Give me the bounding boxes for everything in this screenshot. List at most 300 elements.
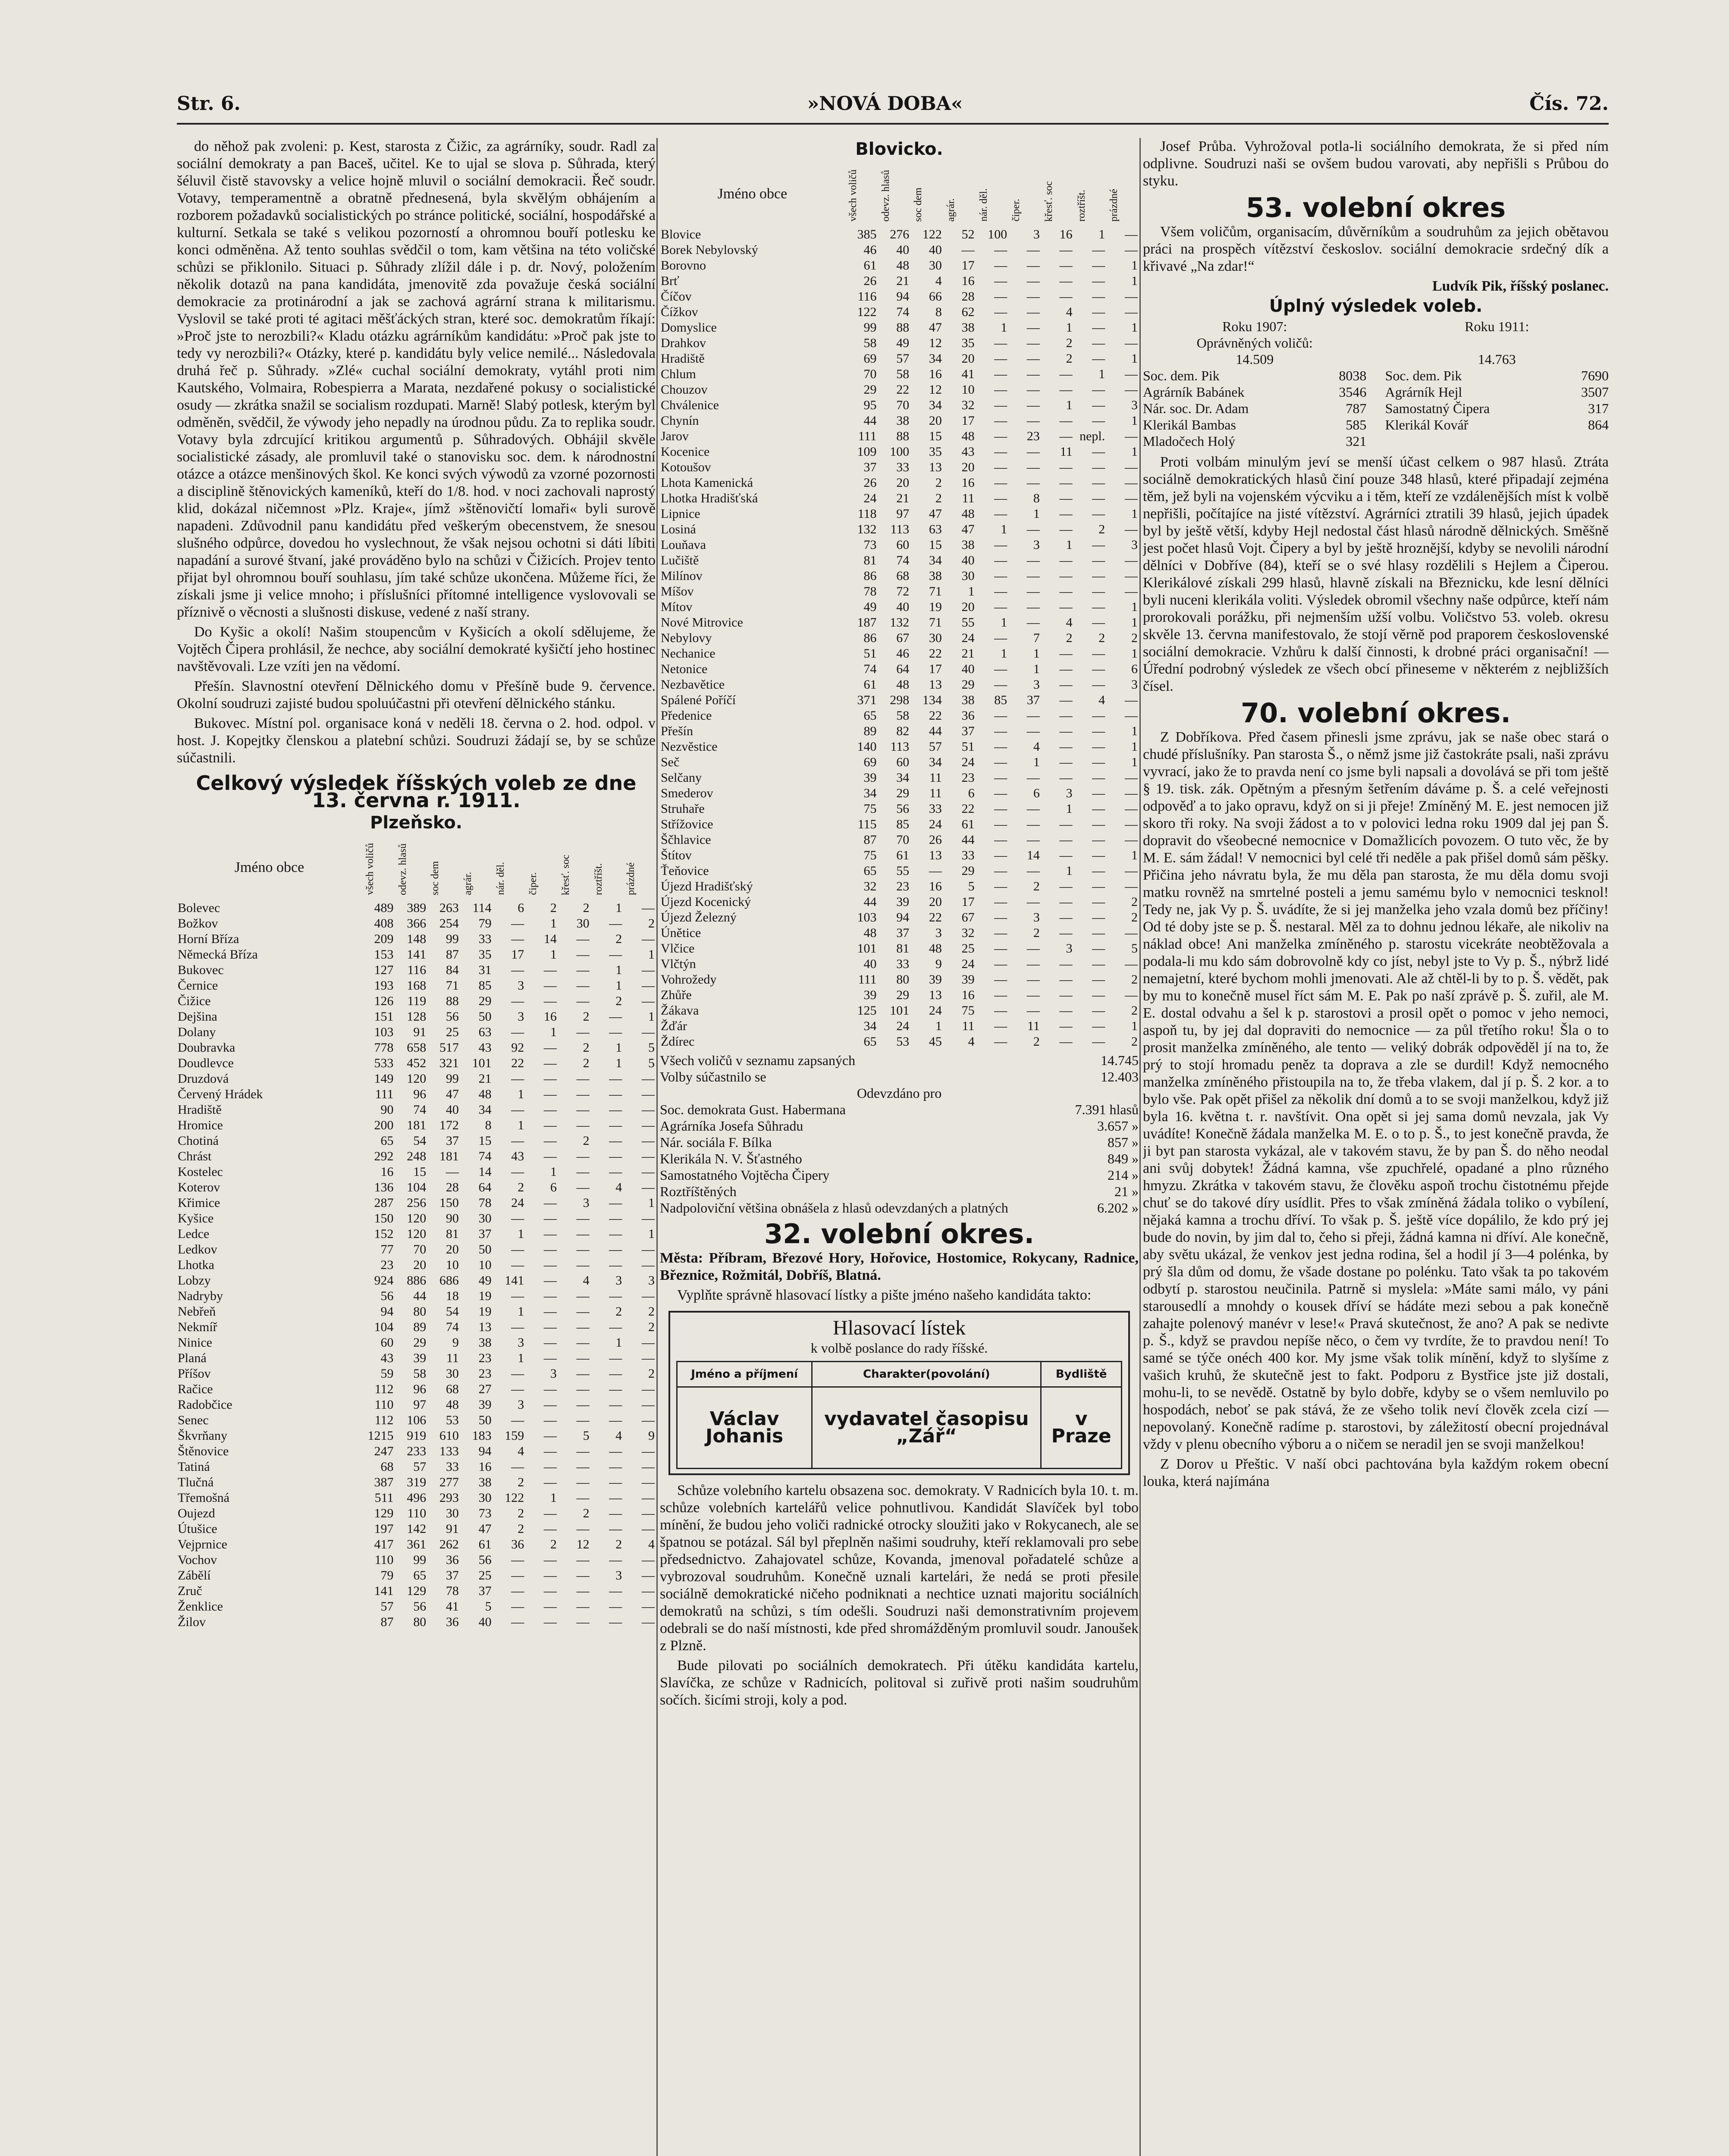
vote-count: 35 xyxy=(929,445,942,459)
vote-count: 8 xyxy=(485,1118,492,1132)
vote-count: — xyxy=(994,677,1007,692)
vote-count: 5 xyxy=(485,1599,492,1614)
newspaper-title: »NOVÁ DOBA« xyxy=(807,92,963,115)
table-row xyxy=(660,506,1139,522)
vote-count: — xyxy=(642,1599,655,1614)
vote-count: 43 xyxy=(961,445,975,459)
table-row xyxy=(660,879,1139,894)
vote-count: 41 xyxy=(446,1599,459,1614)
vote-count: 48 xyxy=(446,1398,459,1412)
votes-for-row xyxy=(660,1150,1139,1167)
vote-count: 37 xyxy=(961,724,975,738)
table-row xyxy=(660,227,1139,242)
column-header: Jméno obce xyxy=(234,859,304,875)
vote-count: — xyxy=(1092,305,1105,319)
vote-count: — xyxy=(1092,941,1105,956)
column-header: nár. děl. xyxy=(978,188,989,222)
table-row xyxy=(177,1397,656,1413)
table-row xyxy=(177,1444,656,1459)
votes-for-row xyxy=(660,1101,1139,1118)
vote-count: 3 xyxy=(583,1196,590,1210)
vote-count: 80 xyxy=(896,972,910,987)
vote-count: — xyxy=(994,429,1007,443)
municipality-name: Nebřeň xyxy=(178,1304,216,1319)
vote-count: 193 xyxy=(374,978,394,993)
vote-count: 96 xyxy=(413,1382,427,1396)
vote-count: 74 xyxy=(896,305,910,319)
vote-count: 10 xyxy=(446,1258,459,1272)
municipality-name: Mítov xyxy=(661,600,693,614)
municipality-name: Drahkov xyxy=(661,336,706,350)
vote-count: — xyxy=(1059,1003,1073,1018)
vote-count: 1 xyxy=(550,1165,557,1179)
vote-count: 103 xyxy=(857,910,877,924)
vote-count: 61 xyxy=(863,258,877,273)
vote-count: 55 xyxy=(896,864,910,878)
municipality-name: Nezbavětice xyxy=(661,677,725,692)
municipality-name: Nadryby xyxy=(178,1289,223,1303)
vote-count: — xyxy=(1092,646,1105,661)
vote-count: 20 xyxy=(961,460,975,474)
vote-count: 40 xyxy=(863,957,877,971)
vote-count: 50 xyxy=(478,1413,492,1427)
vote-count: — xyxy=(1026,553,1040,567)
table-row xyxy=(660,289,1139,304)
vote-count: 366 xyxy=(407,916,427,931)
table-row xyxy=(177,1537,656,1552)
column-header: všech voličů xyxy=(847,169,859,222)
table-row xyxy=(660,444,1139,460)
municipality-name: Chválenice xyxy=(661,398,719,412)
vote-count: — xyxy=(511,1289,524,1303)
table-row xyxy=(177,1273,656,1288)
vote-count: 71 xyxy=(929,615,942,630)
vote-count: — xyxy=(1026,802,1040,816)
candidate-name: Klerikál Bambas xyxy=(1143,417,1236,432)
vote-count: 29 xyxy=(896,786,910,800)
municipality-name: Štítov xyxy=(661,848,692,862)
vote-count: — xyxy=(994,910,1007,924)
vote-count: 56 xyxy=(896,802,910,816)
vote-count: — xyxy=(543,1134,557,1148)
table-row xyxy=(660,615,1139,630)
municipality-name: Útušice xyxy=(178,1522,217,1536)
vote-count: — xyxy=(576,1149,590,1163)
vote-count: — xyxy=(1059,600,1073,614)
vote-count: 29 xyxy=(961,864,975,878)
vote-count: — xyxy=(511,1165,524,1179)
vote-count: 75 xyxy=(863,848,877,862)
column-header: soc dem xyxy=(913,187,924,222)
vote-count: 4 xyxy=(1033,740,1040,754)
vote-count: 112 xyxy=(374,1413,394,1427)
vote-count: — xyxy=(1059,1019,1073,1033)
vote-count: 3 xyxy=(648,1273,655,1288)
vote-count: 70 xyxy=(896,398,910,412)
vote-count: — xyxy=(994,786,1007,800)
candidate-votes: 787 xyxy=(1346,401,1367,416)
vote-count: 104 xyxy=(407,1180,427,1194)
vote-count: 11 xyxy=(929,786,942,800)
vote-count: 44 xyxy=(863,414,877,428)
vote-count: 104 xyxy=(374,1320,394,1334)
vote-count: 128 xyxy=(407,1009,427,1024)
vote-count: 75 xyxy=(961,1003,975,1018)
table-row xyxy=(660,910,1139,925)
vote-count: 39 xyxy=(929,972,942,987)
vote-count: — xyxy=(1059,724,1073,738)
vote-count: 15 xyxy=(929,429,942,443)
vote-count: — xyxy=(642,1180,655,1194)
vote-count: 1 xyxy=(550,1025,557,1039)
vote-count: 50 xyxy=(478,1009,492,1024)
vote-count: — xyxy=(576,1258,590,1272)
column-2 xyxy=(660,138,1139,2156)
candidate-name: Samostatného Vojtěcha Čipery xyxy=(660,1167,830,1183)
vote-count: — xyxy=(576,963,590,977)
municipality-name: Bolevec xyxy=(178,901,220,915)
vote-count: — xyxy=(1059,972,1073,987)
municipality-name: Borek Nebylovský xyxy=(661,243,758,257)
vote-count: — xyxy=(642,1351,655,1365)
vote-count: 3 xyxy=(518,1335,524,1350)
vote-count: 23 xyxy=(478,1351,492,1365)
vote-count: 2 xyxy=(518,1522,524,1536)
vote-count: 248 xyxy=(407,1149,427,1163)
vote-count: 55 xyxy=(961,615,975,630)
table-row xyxy=(660,568,1139,584)
column-divider xyxy=(656,138,658,2156)
vote-count: 34 xyxy=(863,1019,877,1033)
vote-count: 1 xyxy=(1033,507,1040,521)
vote-count: — xyxy=(609,1506,622,1520)
vote-count: 3 xyxy=(518,1398,524,1412)
vote-count: — xyxy=(1026,274,1040,288)
vote-count: — xyxy=(543,1289,557,1303)
table-row xyxy=(660,972,1139,987)
table-row xyxy=(660,599,1139,615)
votes-for-row xyxy=(660,1200,1139,1216)
vote-count: — xyxy=(576,1615,590,1629)
table-row xyxy=(660,987,1139,1003)
table-row xyxy=(660,584,1139,599)
candidate-votes: 214 » xyxy=(1108,1167,1139,1183)
vote-count: 34 xyxy=(929,553,942,567)
municipality-name: Tatiná xyxy=(178,1460,210,1474)
vote-count: 1 xyxy=(1131,755,1138,769)
vote-count: 2 xyxy=(583,1506,590,1520)
municipality-name: Lhotka xyxy=(178,1258,214,1272)
article-paragraph: Josef Průba. Vyhrožoval potla-li sociálního demokrata, že si před ním odplivne. Soudruzi naši se ovšem budou varovati, aby nepřišli s Průbou do styku. xyxy=(1143,138,1609,189)
vote-count: 113 xyxy=(890,740,910,754)
vote-count: — xyxy=(576,1568,590,1583)
vote-count: 24 xyxy=(896,1019,910,1033)
vote-count: — xyxy=(1059,848,1073,862)
vote-count: — xyxy=(642,1025,655,1039)
vote-count: — xyxy=(1092,1003,1105,1018)
vote-count: — xyxy=(642,963,655,977)
vote-count: 30 xyxy=(478,1211,492,1225)
vote-count: — xyxy=(511,1382,524,1396)
municipality-name: Chrást xyxy=(178,1149,212,1163)
vote-count: 277 xyxy=(439,1475,459,1489)
vote-count: 51 xyxy=(961,740,975,754)
vote-count: — xyxy=(609,1227,622,1241)
vote-count: — xyxy=(609,1599,622,1614)
vote-count: — xyxy=(576,1398,590,1412)
vote-count: 9 xyxy=(935,957,942,971)
vote-count: — xyxy=(543,1149,557,1163)
vote-count: — xyxy=(1125,569,1138,583)
vote-count: — xyxy=(1059,429,1073,443)
vote-count: — xyxy=(1059,988,1073,1002)
vote-count: 1 xyxy=(1001,320,1007,335)
vote-count: 61 xyxy=(896,848,910,862)
vote-count: — xyxy=(1026,1003,1040,1018)
vote-count: — xyxy=(576,1289,590,1303)
municipality-name: Vejprnice xyxy=(178,1537,227,1551)
article-paragraph: Do Kyšic a okolí! Našim stoupencům v Kyšicích a okolí sdělujeme, že Vojtěch Čipera prohlásil, že nechce, aby sociální demokraté kyšičtí jeho hostinec navštěvovali. Lze vzíti jen na vědomí. xyxy=(177,624,656,674)
vote-count: — xyxy=(511,1366,524,1381)
vote-count: — xyxy=(1059,522,1073,536)
votes-for-row xyxy=(660,1134,1139,1150)
vote-count: — xyxy=(1026,289,1040,304)
vote-count: 33 xyxy=(446,1460,459,1474)
vote-count: 1 xyxy=(648,1227,655,1241)
vote-count: — xyxy=(642,1522,655,1536)
vote-count: — xyxy=(1026,584,1040,599)
vote-count: — xyxy=(642,1118,655,1132)
vote-count: 68 xyxy=(896,569,910,583)
vote-count: 58 xyxy=(413,1366,427,1381)
vote-count: — xyxy=(642,1134,655,1148)
table-row xyxy=(660,258,1139,273)
vote-count: 1 xyxy=(1098,227,1105,241)
table-row xyxy=(660,786,1139,801)
table-row xyxy=(177,962,656,978)
vote-count: 1 xyxy=(615,901,622,915)
vote-count: — xyxy=(994,1019,1007,1033)
vote-count: 1 xyxy=(1001,646,1007,661)
vote-count: — xyxy=(1059,274,1073,288)
vote-count: 74 xyxy=(413,1103,427,1117)
vote-count: 181 xyxy=(407,1118,427,1132)
vote-count: 37 xyxy=(478,1584,492,1598)
result-row xyxy=(1143,417,1366,433)
vote-count: — xyxy=(576,994,590,1008)
vote-count: 10 xyxy=(961,382,975,397)
vote-count: 16 xyxy=(929,879,942,893)
vote-count: 24 xyxy=(863,491,877,505)
municipality-name: Čížkov xyxy=(661,305,698,319)
vote-count: — xyxy=(994,491,1007,505)
vote-count: — xyxy=(642,1568,655,1583)
vote-count: 2 xyxy=(1131,910,1138,924)
vote-count: — xyxy=(1059,258,1073,273)
vote-count: — xyxy=(543,1196,557,1210)
vote-count: 4 xyxy=(1066,615,1073,630)
municipality-name: Druzdová xyxy=(178,1072,229,1086)
municipality-name: Zhůře xyxy=(661,988,692,1002)
municipality-name: Račice xyxy=(178,1382,213,1396)
municipality-name: Přešín xyxy=(661,724,693,738)
vote-count: 37 xyxy=(478,1227,492,1241)
total-voters-label: Všech voličů v seznamu zapsaných xyxy=(660,1053,856,1068)
vote-count: — xyxy=(994,817,1007,831)
vote-count: — xyxy=(1092,802,1105,816)
candidate-votes: 849 » xyxy=(1108,1151,1139,1166)
vote-count: 71 xyxy=(929,584,942,599)
vote-count: — xyxy=(1125,833,1138,847)
vote-count: — xyxy=(609,1072,622,1086)
vote-count: 159 xyxy=(505,1429,524,1443)
table-row xyxy=(177,916,656,931)
article-paragraph: Bude pilovati po sociálních demokratech. Při útěku kandidáta kartelu, Slavíčka, ze schůze v Radnicích, politoval si zuřivě proti našim soudruhům sočích. šicími stroji, koly a pod. xyxy=(660,1658,1139,1708)
vote-count: — xyxy=(1125,429,1138,443)
vote-count: 22 xyxy=(929,646,942,661)
table-row xyxy=(177,1506,656,1521)
vote-count: 89 xyxy=(413,1320,427,1334)
vote-count: 2 xyxy=(1066,351,1073,366)
table-row xyxy=(660,367,1139,382)
table-row xyxy=(177,1288,656,1304)
table-row xyxy=(660,863,1139,879)
vote-count: 21 xyxy=(896,274,910,288)
vote-count: 14 xyxy=(543,932,557,946)
candidate-votes: 3507 xyxy=(1581,384,1609,400)
vote-count: — xyxy=(1092,817,1105,831)
municipality-name: Kotoušov xyxy=(661,460,711,474)
vote-count: 686 xyxy=(439,1273,459,1288)
vote-count: — xyxy=(1026,972,1040,987)
vote-count: 2 xyxy=(583,1056,590,1070)
table-row xyxy=(660,475,1139,491)
vote-count: 181 xyxy=(439,1149,459,1163)
vote-count: 2 xyxy=(1131,1034,1138,1049)
vote-count: 209 xyxy=(374,932,394,946)
vote-count: — xyxy=(1092,864,1105,878)
candidate-votes: 857 » xyxy=(1108,1134,1139,1150)
vote-count: — xyxy=(1092,677,1105,692)
vote-count: 19 xyxy=(929,600,942,614)
vote-count: — xyxy=(576,1366,590,1381)
vote-count: 256 xyxy=(407,1196,427,1210)
vote-count: — xyxy=(543,1072,557,1086)
vote-count: 80 xyxy=(413,1615,427,1629)
vote-count: 67 xyxy=(961,910,975,924)
vote-count: 1 xyxy=(1066,538,1073,552)
vote-count: 24 xyxy=(511,1196,524,1210)
vote-count: 62 xyxy=(961,305,975,319)
candidate-name: Mladočech Holý xyxy=(1143,433,1236,449)
vote-count: 34 xyxy=(929,351,942,366)
table-row xyxy=(177,1413,656,1428)
vote-count: — xyxy=(1092,460,1105,474)
vote-count: — xyxy=(543,1242,557,1257)
vote-count: 73 xyxy=(863,538,877,552)
vote-count: — xyxy=(1092,243,1105,257)
vote-count: 48 xyxy=(961,507,975,521)
vote-count: 172 xyxy=(439,1118,459,1132)
vote-count: — xyxy=(543,978,557,993)
candidate-votes: 585 xyxy=(1346,417,1367,432)
vote-count: — xyxy=(1125,243,1138,257)
vote-count: — xyxy=(1026,941,1040,956)
vote-count: 65 xyxy=(863,1034,877,1049)
vote-count: — xyxy=(1125,817,1138,831)
vote-count: — xyxy=(576,1165,590,1179)
vote-count: — xyxy=(1059,289,1073,304)
vote-count: 1 xyxy=(518,1087,524,1101)
vote-count: 48 xyxy=(863,926,877,940)
municipality-name: Spálené Poříčí xyxy=(661,693,736,707)
vote-count: 21 xyxy=(896,491,910,505)
vote-count: 133 xyxy=(439,1444,459,1458)
vote-count: 2 xyxy=(550,1537,557,1551)
vote-count: 74 xyxy=(896,553,910,567)
table-row xyxy=(177,1614,656,1630)
municipality-name: Ledce xyxy=(178,1227,210,1241)
vote-count: 3 xyxy=(1033,910,1040,924)
vote-count: 91 xyxy=(446,1522,459,1536)
vote-count: — xyxy=(1026,445,1040,459)
vote-count: 2 xyxy=(615,932,622,946)
vote-count: 3 xyxy=(1033,538,1040,552)
vote-count: — xyxy=(1125,305,1138,319)
vote-count: 49 xyxy=(863,600,877,614)
municipality-name: Božkov xyxy=(178,916,218,931)
vote-count: — xyxy=(609,947,622,962)
vote-count: — xyxy=(1092,336,1105,350)
vote-count: 371 xyxy=(857,693,877,707)
vote-count: 287 xyxy=(374,1196,394,1210)
vote-count: 65 xyxy=(863,864,877,878)
column-header: křesť. soc xyxy=(560,854,571,895)
vote-count: 1 xyxy=(648,1009,655,1024)
vote-count: 46 xyxy=(896,646,910,661)
vote-count: 116 xyxy=(857,289,877,304)
vote-count: 1 xyxy=(518,1351,524,1365)
vote-count: — xyxy=(1059,708,1073,723)
table-row xyxy=(660,522,1139,537)
vote-count: — xyxy=(609,1165,622,1179)
vote-count: 2 xyxy=(1033,1034,1040,1049)
vote-count: — xyxy=(576,1304,590,1319)
vote-count: 16 xyxy=(961,274,975,288)
vote-count: 48 xyxy=(929,941,942,956)
vote-count: 85 xyxy=(478,978,492,993)
vote-count: 15 xyxy=(413,1165,427,1179)
vote-count: 1 xyxy=(1131,274,1138,288)
year-1907: Roku 1907: xyxy=(1222,319,1287,334)
vote-count: 47 xyxy=(478,1522,492,1536)
vote-count: — xyxy=(1059,491,1073,505)
article-paragraph: do něhož pak zvoleni: p. Kest, starosta z Čižic, za agrárníky, soudr. Radl za sociální demokraty a pan Baceš, učitel. Ke to ujal se slova p. Sůhrada, který šéluvil čistě stavovsky a velice hojně mluvil o sociální demokracii. Řeč soudr. Votavy, temperamentně a obratně přednesená, byla skvělým obhájením a rozborem požadavků socialistických po stránce politické, sociální, hospodářské a kulturní. Setkala se také s velikou pozorností a ohromnou bouří potlesku ke konci odměněna. Až tento souhlas svědčil o tom, kam většina na této voličské schůzi se přiklonilo. Situaci p. Sůhrady zlížil dále i p. dr. Nový, položením několik dotazů na pana kandidáta, jmenovitě zda považuje česká sociální demokracie za protinárodní a jak se zachová agrární strana k militarismu. Vyslovil se také proti té agitaci měšťáckých stran, které soc. demokratům říkají: »Proč jste to nerozbili?« Kladu otázku agrárníkům kandidátu: »Proč pak jste to tedy vy nerozbili?« Otázky, které p. kandidátu byly velice nemilé... Následovala druhá řeč p. Sůhrady. »Zlé« cuchal sociální demokraty, vytáhl proti nim Kautského, Volmaira, Robespierra a Marata, nezdařené pokusy o socialistické osudy — zkrátka snažil se socialism rozdupati. Marně! Slabý potlesk, kterým byl odměněn, svědčil, že výwody jeho nepadly na úrodnou půdu. Za to replika soudr. Votavy byla zdrcující kritikou argumentů p. Sůhradových. Obhájil skvěle socialistické zásady, ale promluvil také o stanovisku soc. dem. k národnostní otázce a otázce menšinových škol. Ke konci svých výwodů za vzorné pozornosti a disciplině štěnovických kameníků, kteří do 1/8. hod. v noci zachovali naprostý klid, dokázal ničemnost »Plz. Kraje«, jímž »štěnovičtí lomaři« byli surově napadeni. Zdůvodnil panu kandidátu před veškerým obecenstvem, že snesou slušného odpůrce, dovedou ho vyslechnout, že však nejsou ochotni si dáti líbiti napadání a surové štvaní, jaké prováděno bylo na schůzi v Čižicích. Projev tento přijat byl ohromnou bouří souhlasu, jím také schůze ukončena. Můžeme říci, že získali jsme ji velice mnoho; i příslušníci přítomné intelligence vyslovovali se příznivě o věcnosti a slušnosti diskuse, vedené z naší strany. xyxy=(177,138,656,620)
vote-count: — xyxy=(1125,708,1138,723)
vote-count: — xyxy=(1059,662,1073,676)
vote-count: — xyxy=(609,1087,622,1101)
vote-count: 1 xyxy=(550,947,557,962)
municipality-name: Netonice xyxy=(661,662,708,676)
vote-count: — xyxy=(543,1087,557,1101)
vote-count: 26 xyxy=(863,274,877,288)
vote-count: — xyxy=(642,1506,655,1520)
vote-count: — xyxy=(1125,491,1138,505)
vote-count: 1 xyxy=(1066,802,1073,816)
vote-count: 75 xyxy=(863,802,877,816)
vote-count: 1 xyxy=(615,1040,622,1055)
vote-count: — xyxy=(1092,445,1105,459)
